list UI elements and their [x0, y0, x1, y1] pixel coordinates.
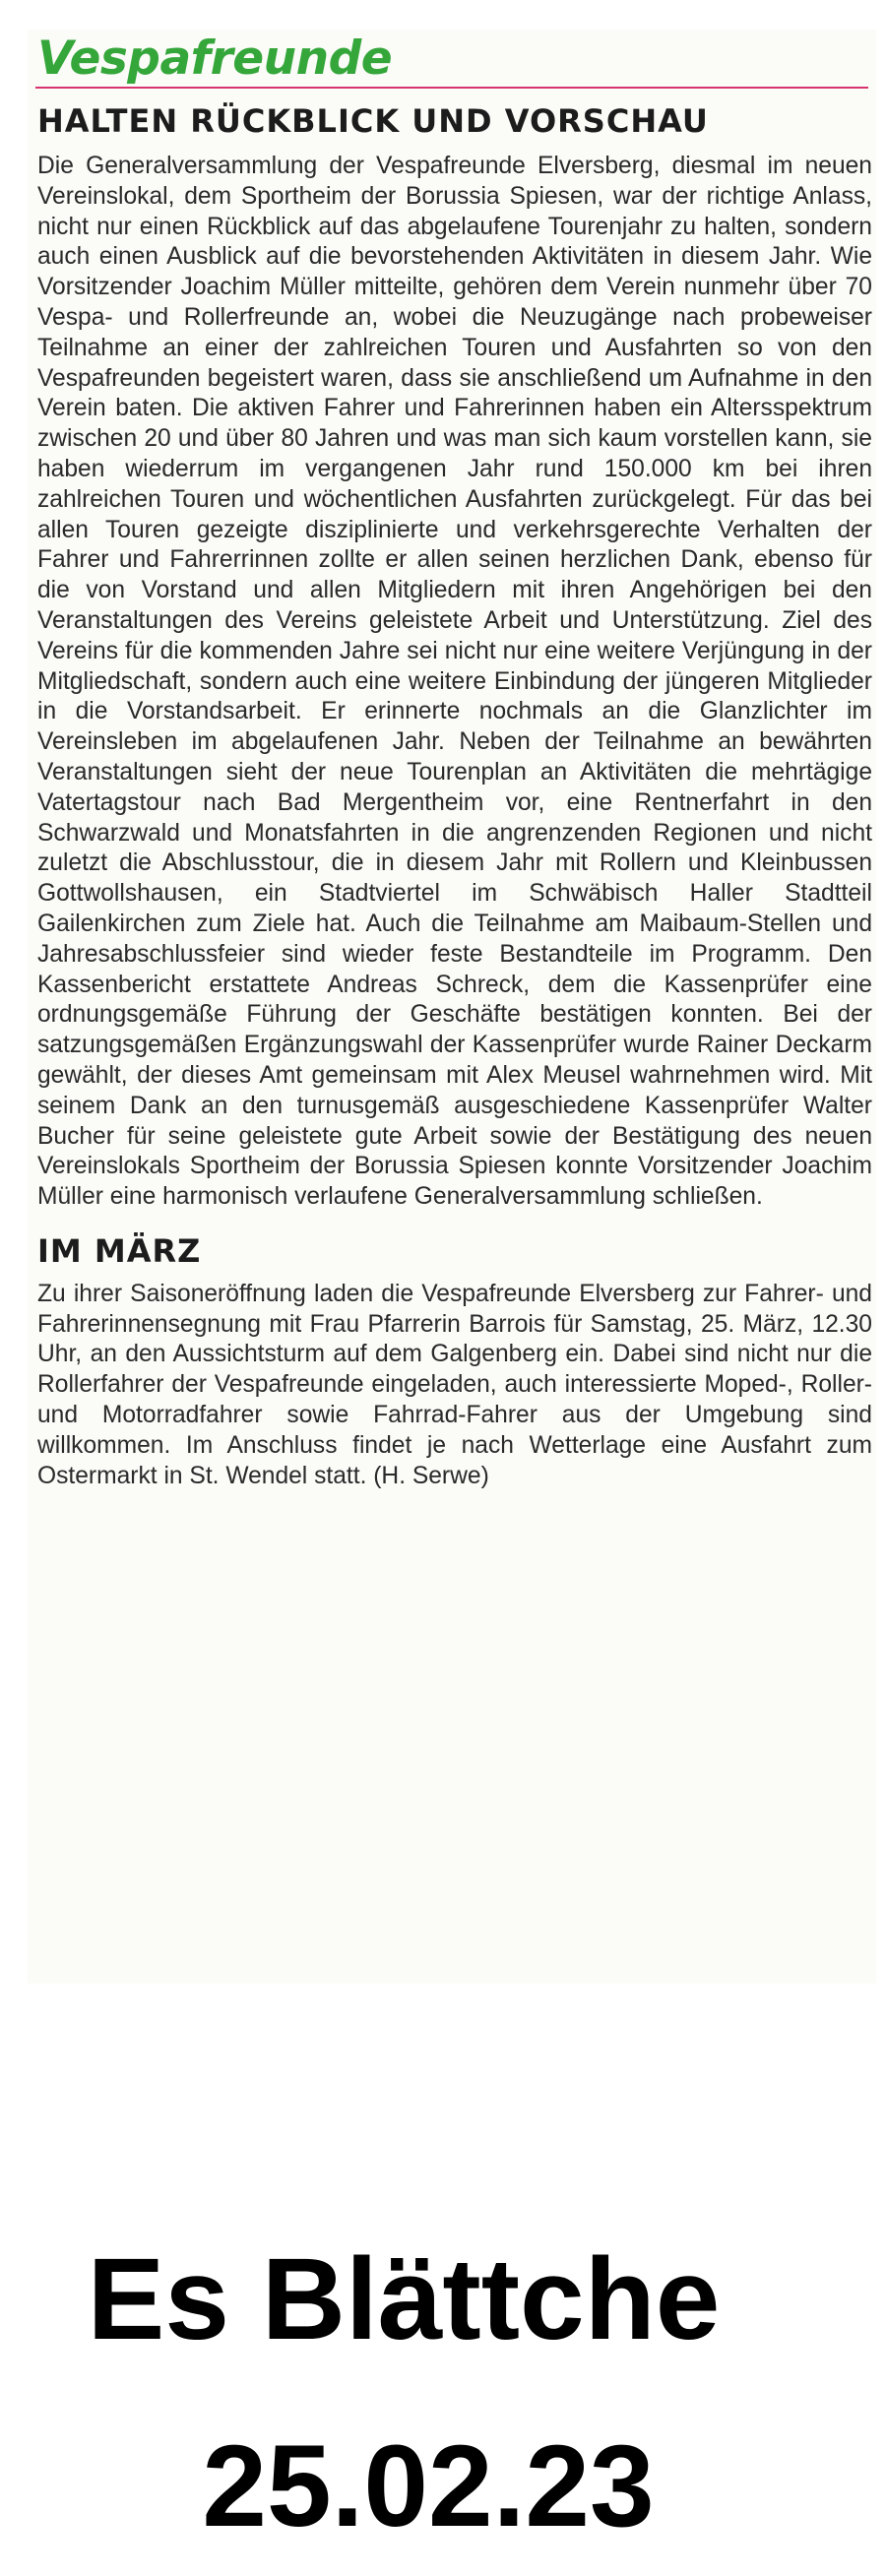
publication-caption — [0, 2234, 886, 2551]
article-body-2: Zu ihrer Saisoneröffnung laden die Vespafreunde Elversberg zur Fahrer- und Fahrerinnensegnung mit Frau Pfarrerin Barrois für Samstag, 25. März, 12.30 Uhr, an den Aussichtsturm auf dem Galgenberg ein. Dabei sind nicht nur die Rollerfahrer der Vespafreunde eingeladen, auch interessierte Moped-, Roller- und Motorradfahrer sowie Fahrrad-Fahrer aus der Umgebung sind willkommen. Im Anschluss findet je nach Wetterlage eine Ausfahrt zum Ostermarkt in St. Wendel statt. (H. Serwe) — [37, 1280, 872, 1489]
article-headline: HALTEN RÜCKBLICK UND VORSCHAU — [37, 102, 709, 140]
newspaper-clipping — [28, 30, 876, 1983]
section-title: Vespafreunde — [37, 31, 393, 86]
article-body: Die Generalversammlung der Vespafreunde Elversberg, diesmal im neuen Vereinslokal, dem Sportheim der Borussia Spiesen, war der richtige Anlass, nicht nur einen Rückblick auf das abgelaufene Tourenjahr zu halten, sondern auch einen Ausblick auf die bevorstehenden Aktivitäten in diesem Jahr. Wie Vorsitzender Joachim Müller mitteilte, gehören dem Verein nunmehr über 70 Vespa- und Rollerfreunde an, wobei die Neuzugänge nach probeweiser Teilnahme an einer der zahlreichen Touren und Ausfahrten so von den Vespafreunden begeistert waren, dass sie anschließend um Aufnahme in den Verein baten. Die aktiven Fahrer und Fahrerinnen haben ein Altersspektrum zwischen 20 und über 80 Jahren und was man sich kaum vorstellen kann, sie haben wiederrum im vergangenen Jahr rund 150.000 km bei ihren zahlreichen Touren und wöchentlichen Ausfahrten zurückgelegt. Für das bei allen Touren gezeigte disziplinierte und verkehrsgerechte Verhalten der Fahrer und Fahrerrinnen zollte er allen seinen herzlichen Dank, ebenso für die von Vorstand und allen Mitgliedern mit ihren Angehörigen bei den Veranstaltungen des Vereins geleistete Arbeit und Unterstützung. Ziel des Vereins für die kommenden Jahre sei nicht nur eine weitere Verjüngung in der Mitgliedschaft, sondern auch eine weitere Einbindung der jüngeren Mitglieder in die Vorstandsarbeit. Er erinnerte nochmals an die Glanzlichter im Vereinsleben im abgelaufenen Jahr. Neben der Teilnahme an bewährten Veranstaltungen sieht der neue Tourenplan an Aktivitäten die mehrtägige Vatertagstour nach Bad Mergentheim vor, eine Rentnerfahrt in den Schwarzwald und Monatsfahrten in die angrenzenden Regionen und nicht zuletzt die Abschlusstour, die in diesem Jahr mit Rollern und Kleinbussen Gottwollshausen, ein Stadtviertel im Schwäbisch Haller Stadtteil Gailenkirchen zum Ziele hat. Auch die Teilnahme am Maibaum-Stellen und Jahresabschlussfeier sind wieder feste Bestandteile im Programm. Den Kassenbericht erstattete Andreas Schreck, dem die Kassenprüfer eine ordnungsgemäße Führung der Geschäfte bestätigen konnten. Bei der satzungsgemäßen Ergänzungswahl der Kassenprüfer wurde Rainer Deckarm gewählt, der dieses Amt gemeinsam mit Alex Meusel wahrnehmen wird. Mit seinem Dank an den turnusgemäß ausgeschiedene Kassenprüfer Walter Bucher für seine geleistete gute Arbeit sowie der Bestätigung des neuen Vereinslokals Sportheim der Borussia Spiesen konnte Vorsitzender Joachim Müller eine harmonisch verlaufene Generalversammlung schließen. — [37, 153, 872, 1211]
section-masthead — [28, 30, 868, 91]
publication-name: Es Blättche — [87, 2234, 721, 2364]
section-rule — [35, 87, 868, 89]
article-subheading: IM MÄRZ — [37, 1231, 202, 1270]
publication-date: 25.02.23 — [202, 2421, 655, 2551]
